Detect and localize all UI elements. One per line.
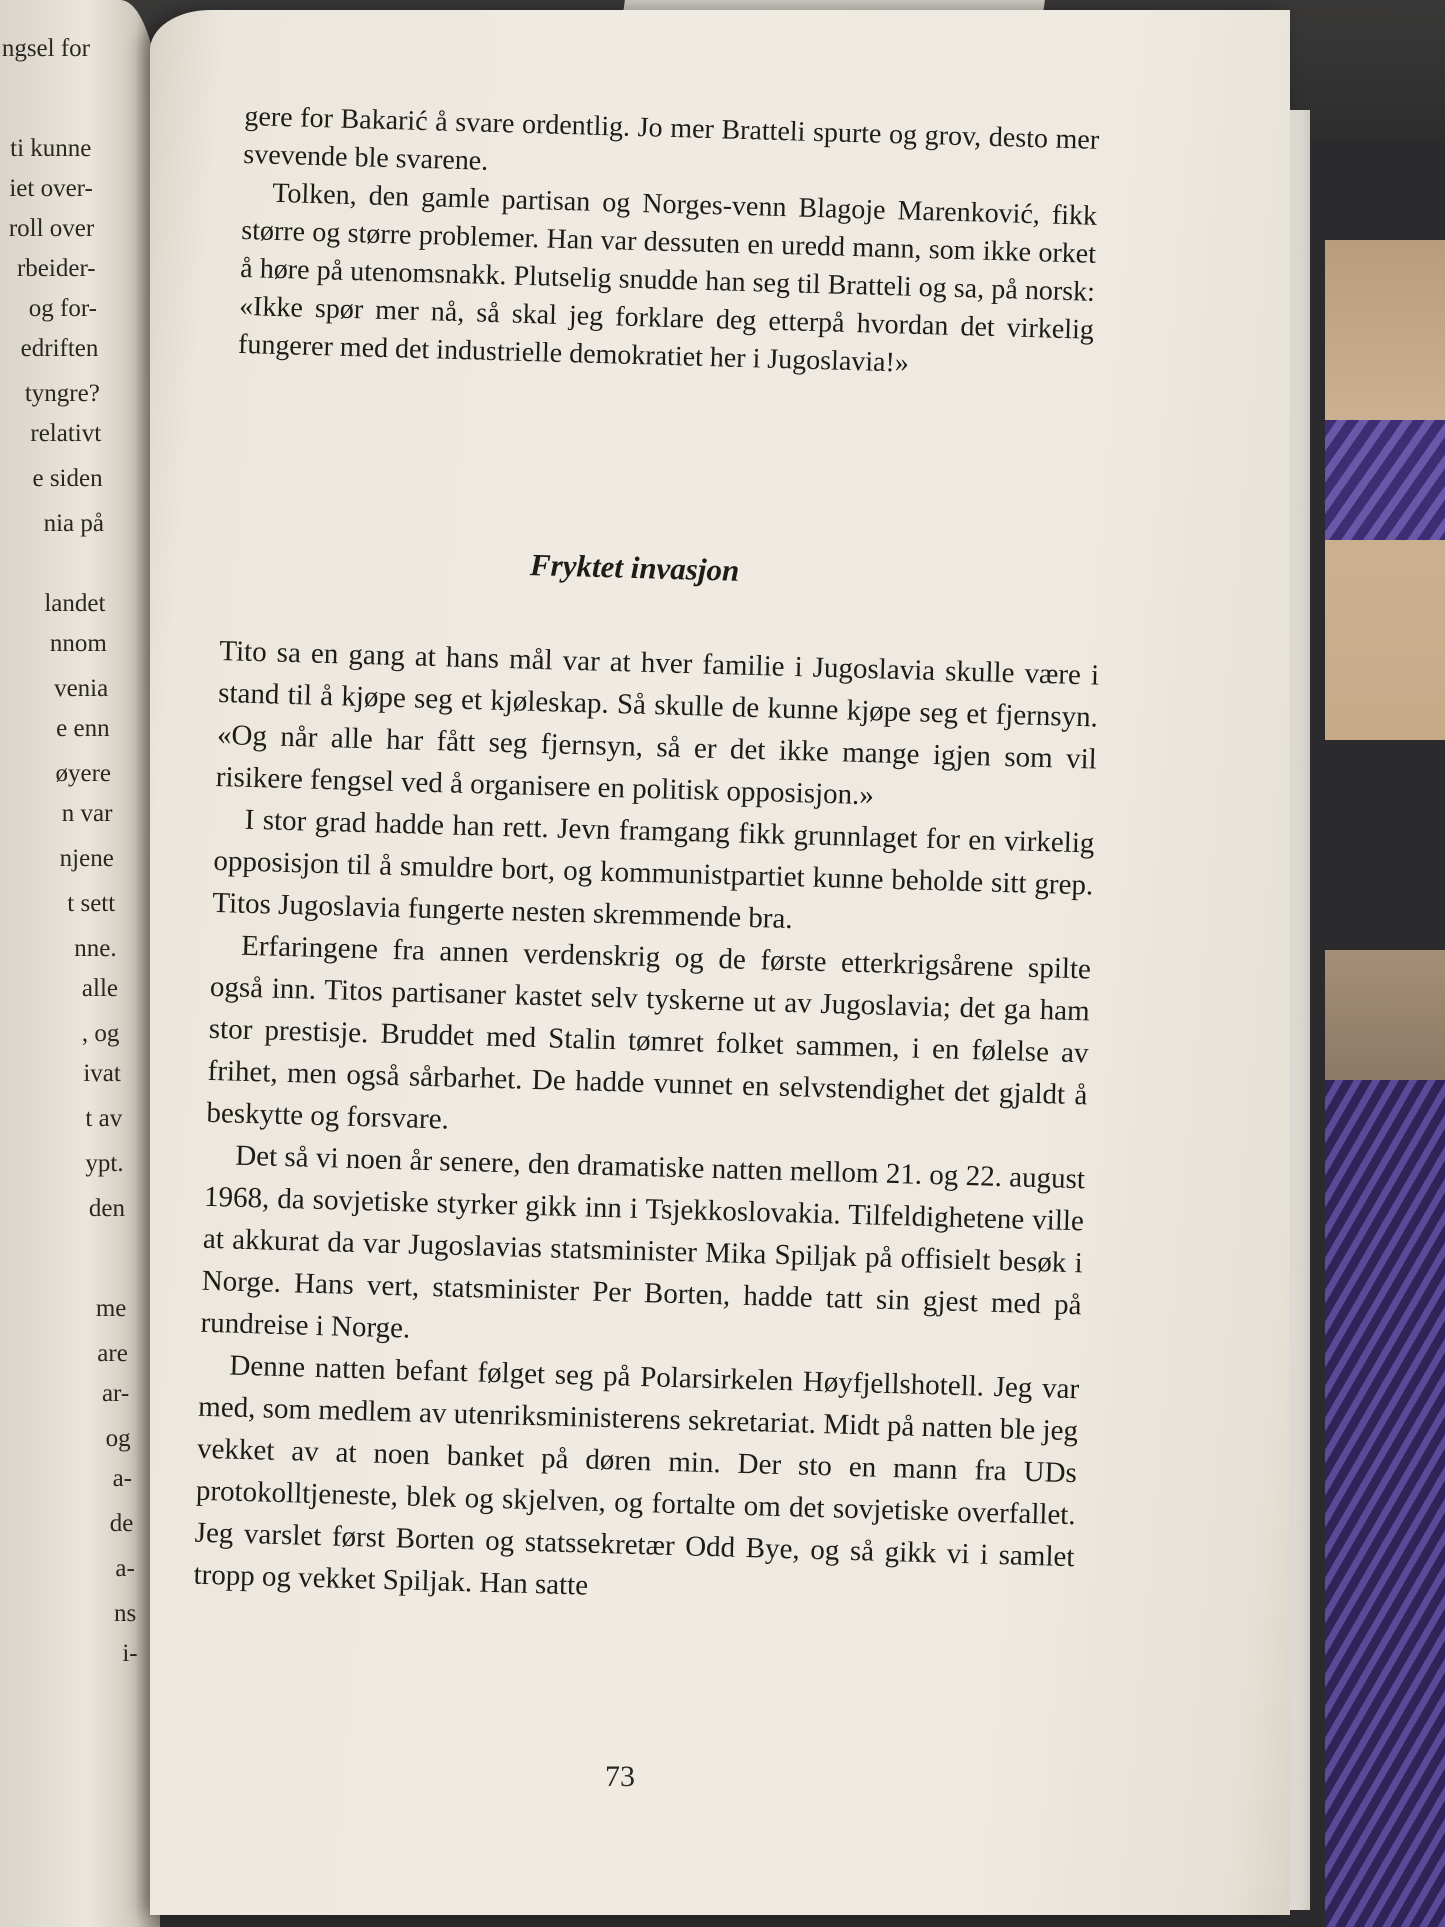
left-page-fragment: t av	[85, 1105, 123, 1132]
left-page-fragment: i-	[122, 1640, 138, 1667]
paragraph: Tolken, den gamle partisan og Norges-venn Blagoje Marenković, fikk større og større problemer. Han var dessuten en uredd mann, som ikke orket å høre på utenomsnakk. Plutselig snudde han seg til Bratteli og sa, på norsk: «Ikke spør mer nå, så skal jeg forklare deg etterpå hvordan det virkelig fungerer med det industrielle demokratiet her i Jugoslavia!»	[237, 177, 1098, 379]
left-page	[0, 0, 160, 1927]
page-number: 73	[605, 1760, 635, 1793]
left-page-fragment: øyere	[55, 760, 111, 787]
left-page-fragment: n var	[61, 800, 113, 827]
left-page-text	[0, 0, 150, 1927]
left-page-fragment: den	[88, 1195, 125, 1222]
left-page-fragment: ti kunne	[10, 135, 92, 162]
left-page-fragment: a-	[112, 1465, 132, 1492]
left-page-fragment: roll over	[8, 215, 95, 242]
left-page-fragment: relativt	[30, 420, 102, 447]
top-text-block	[238, 98, 1100, 388]
left-page-fragment: njene	[59, 845, 114, 872]
paragraph: I stor grad hadde han rett. Jevn framgang fikk grunnlaget for en virkelig opposisjon til å smuldre bort, og kommunistpartiet kunne beholde sitt grep. Titos Jugoslavia fungerte nesten skremmende bra.	[211, 803, 1095, 936]
background-wood-surface-lower	[1325, 950, 1445, 1090]
background-cloth-lower	[1325, 1080, 1445, 1927]
left-page-fragment: nne.	[74, 935, 117, 962]
left-page-fragment: e siden	[32, 465, 103, 492]
left-page-fragment: tyngre?	[24, 380, 100, 407]
left-page-fragment: ypt.	[85, 1150, 124, 1177]
left-page-fragment: ar-	[101, 1380, 130, 1407]
left-page-fragment: iet over-	[9, 175, 93, 202]
background-cloth	[1325, 420, 1445, 540]
left-page-fragment: venia	[54, 675, 109, 702]
left-page-fragment: ivat	[83, 1060, 121, 1087]
left-page-fragment: are	[97, 1340, 128, 1367]
section-heading: Fryktet invasjon	[529, 547, 740, 588]
left-page-fragment: t sett	[67, 890, 116, 917]
left-page-fragment: ns	[113, 1600, 137, 1627]
left-page-fragment: og	[105, 1425, 131, 1452]
left-page-fragment: edriften	[20, 335, 99, 362]
left-page-fragment: me	[95, 1295, 127, 1322]
left-page-fragment: e enn	[56, 715, 110, 742]
paragraph: Det så vi noen år senere, den dramatiske natten mellom 21. og 22. august 1968, da sovjetiske styrker gikk inn i Tsjekkoslovakia. Tilfeldighetene ville at akkurat da var Jugoslavias statsminister Mika Spiljak på offisielt besøk i Norge. Hans vert, statsminister Per Borten, hadde tatt sin gjest med på rundreise i Norge.	[200, 1139, 1086, 1345]
left-page-fragment: , og	[81, 1020, 120, 1047]
left-page-fragment: nia på	[43, 510, 104, 537]
left-page-fragment: nnom	[49, 630, 107, 657]
left-page-fragment: landet	[44, 590, 106, 617]
left-page-fragment: og for-	[28, 295, 97, 322]
left-page-fragment: a-	[115, 1555, 135, 1582]
book-page	[150, 10, 1290, 1915]
paragraph: Erfaringene fra annen verdenskrig og de første etterkrigsårene spilte også inn. Titos partisaner kastet selv tyskerne ut av Jugoslavia; det ga ham stor prestisje. Bruddet med Stalin tømret folket sammen, i en følelse av frihet, men også sårbarhet. De hadde vunnet en selvstendighet det gjaldt å beskytte og forsvare.	[206, 929, 1092, 1136]
paragraph: gere for Bakarić å svare ordentlig. Jo mer Bratteli spurte og grov, desto mer svevende ble svarene.	[242, 100, 1100, 177]
body-text-block	[193, 630, 1100, 1620]
paragraph: Tito sa en gang at hans mål var at hver familie i Jugoslavia skulle være i stand til å kjøpe seg et kjøleskap. Så skulle de kunne kjøpe seg et fjernsyn. «Og når alle har fått seg fjernsyn, så er det ikke mange igjen som vil risikere fengsel ved å organisere en politisk opposisjon.»	[215, 634, 1100, 812]
left-page-fragment: ngsel for	[1, 35, 90, 62]
left-page-fragment: alle	[81, 975, 118, 1002]
paragraph: Denne natten befant følget seg på Polarsirkelen Høyfjellshotell. Jeg var med, som medlem av utenriksministerens sekretariat. Midt på natten ble jeg vekket av at noen banket på døren min. Der sto en mann fra UDs protokolltjeneste, blek og skjelven, og fortalte om det sovjetiske overfallet. Jeg varslet først Borten og statssekretær Odd Bye, og så gikk vi i samlet tropp og vekket Spiljak. Han satte	[193, 1349, 1080, 1602]
left-page-fragment: rbeider-	[16, 255, 96, 282]
left-page-fragment: de	[109, 1510, 134, 1537]
